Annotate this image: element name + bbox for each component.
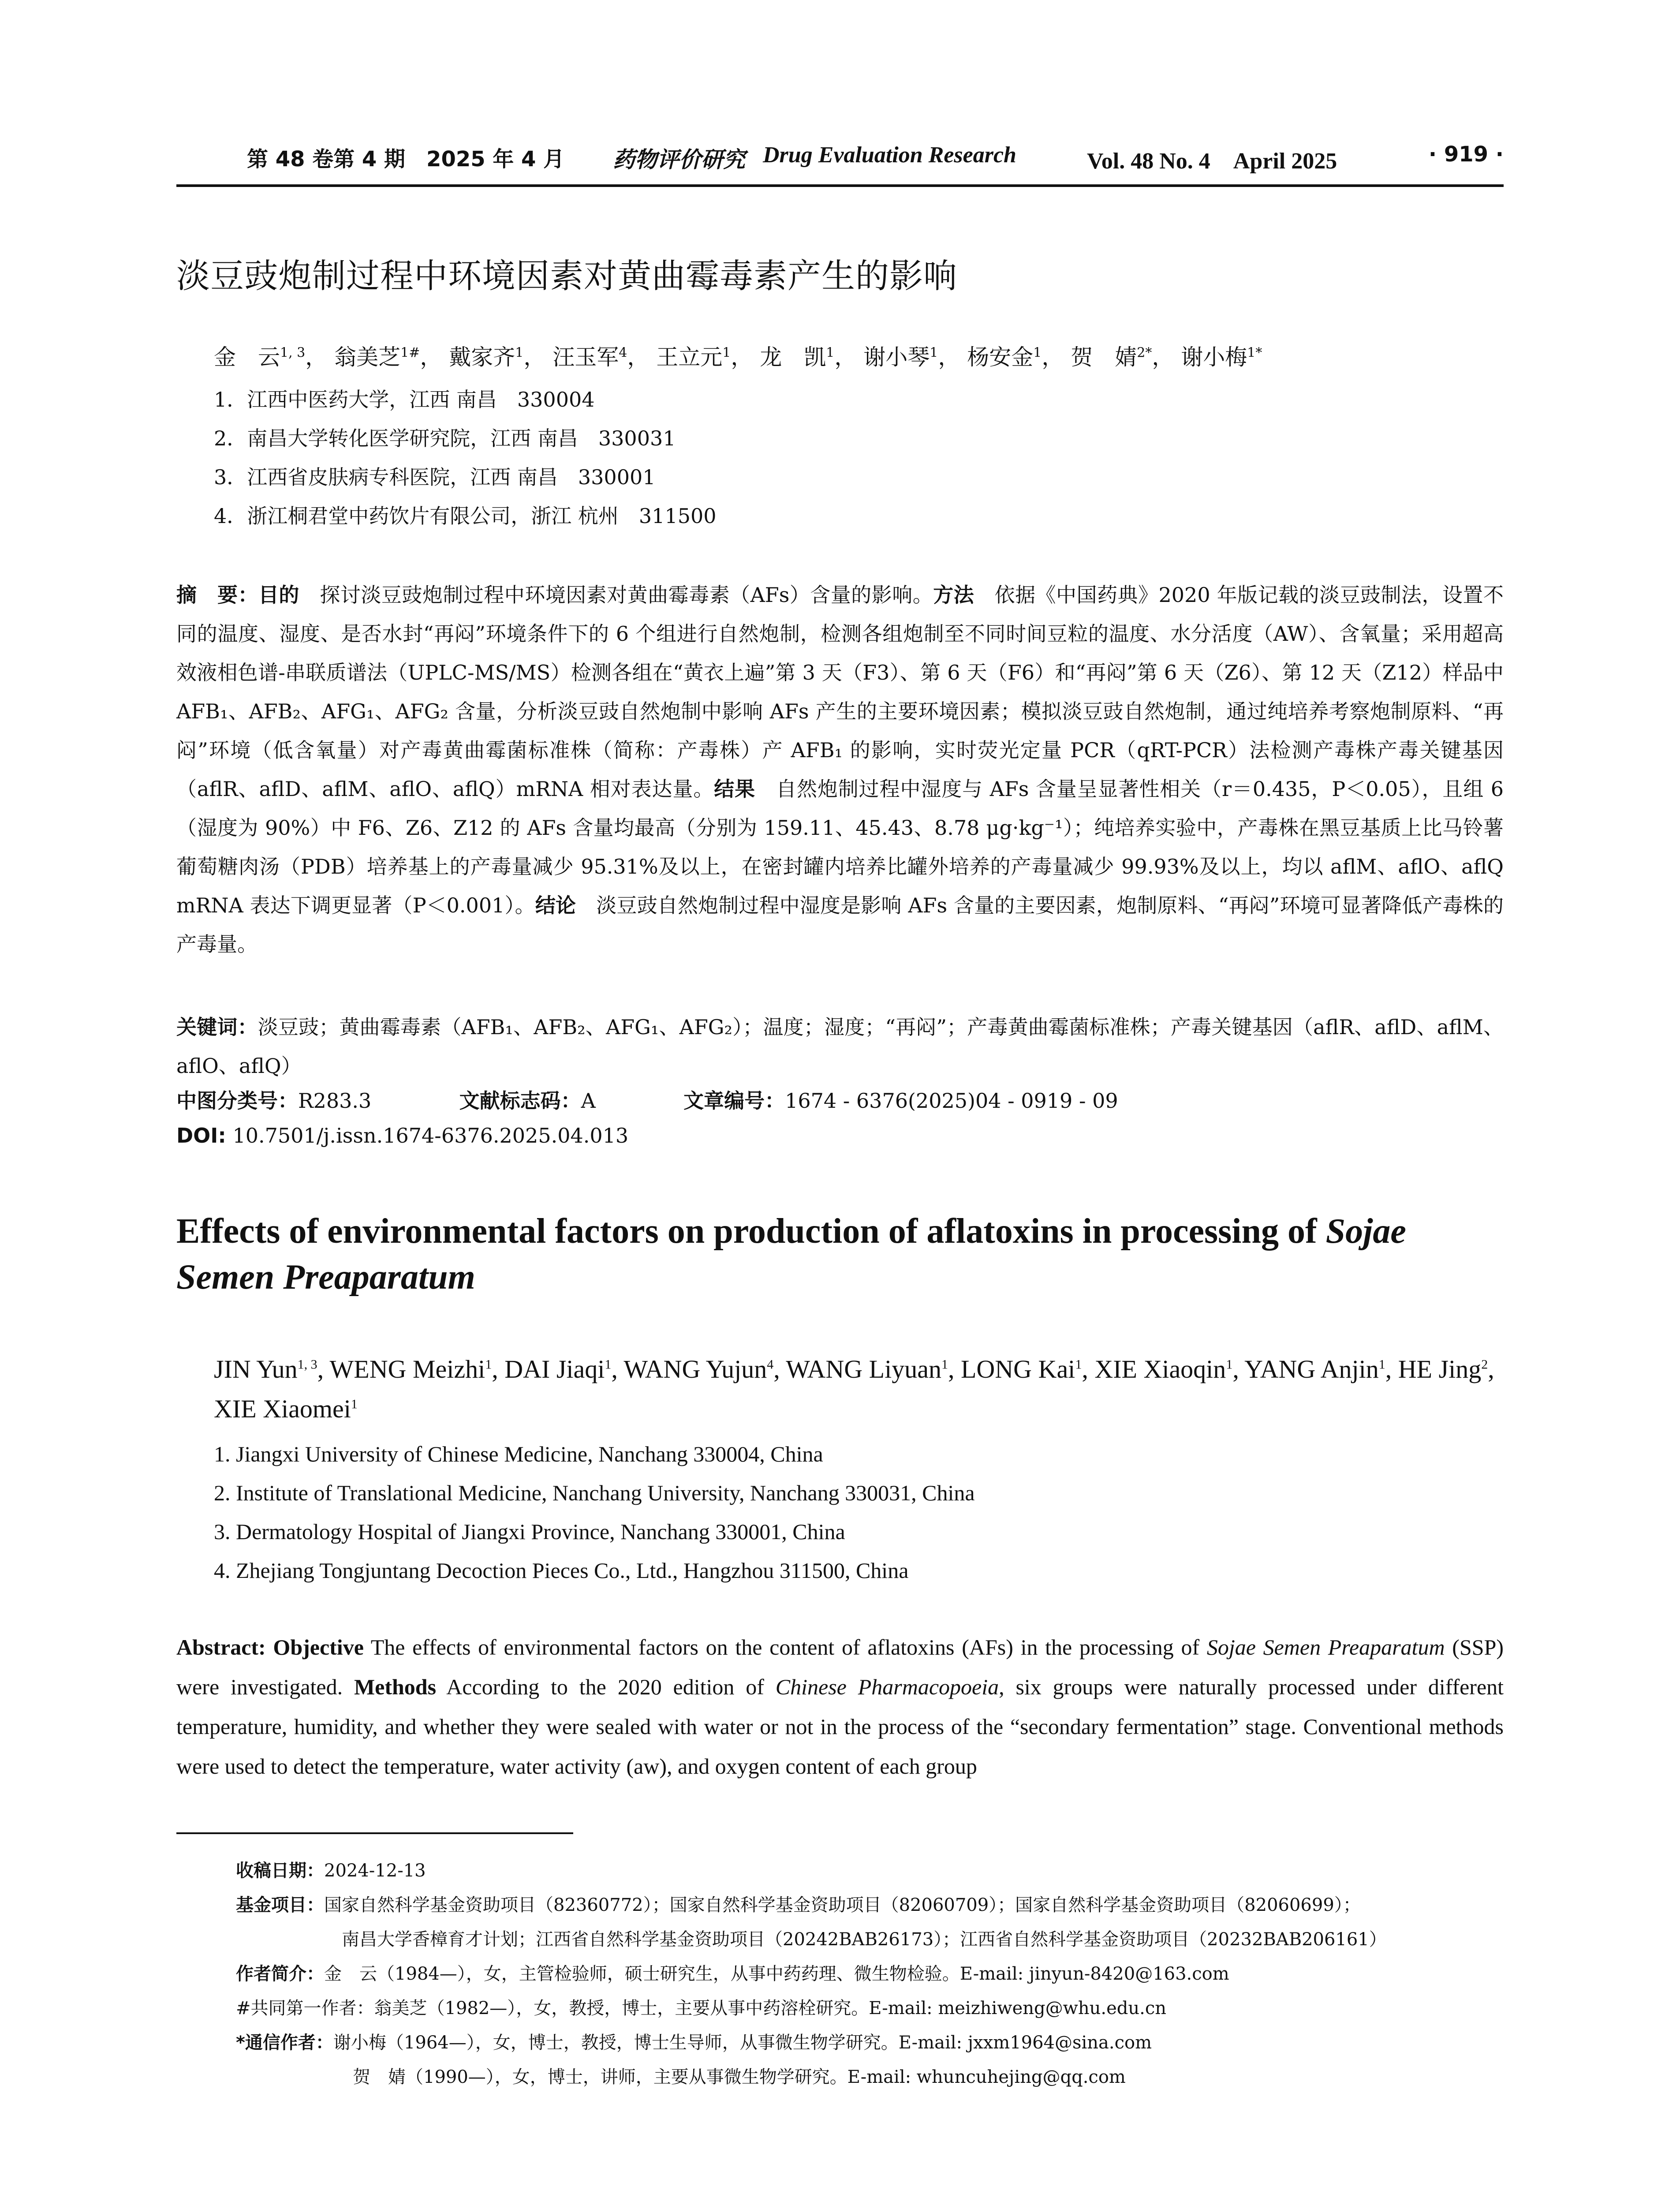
en-title xyxy=(176,1208,1512,1300)
journal-logo: 药物评价研究 xyxy=(613,146,745,172)
author-name: HE Jing xyxy=(1398,1355,1482,1383)
en-authors: JIN Yun$^{1, 3}$, WENG Meizhi$^1$, DAI Jiaqi$^1$, WANG Yujun$^4$, WANG Liyuan$^1$, LONG Kai$^1$, XIE Xiaoqin$^1$, YANG Anjin$^1$, HE Jing$^2$, XIE Xiaomei$^1$ xyxy=(214,1355,1494,1423)
corr-line-2: 贺 婧（1990—），女，博士，讲师，主要从事微生物学研究。E-mail: whuncuhejing@qq.com xyxy=(353,2067,1126,2087)
author-sup: 1 xyxy=(1378,1357,1385,1372)
author-name: WANG Liyuan xyxy=(786,1355,941,1383)
doc-code-label: 文献标志码： xyxy=(459,1089,581,1113)
fund-line-1: 国家自然科学基金资助项目（82360772）；国家自然科学基金资助项目（82060709）；国家自然科学基金资助项目（82060699）； xyxy=(324,1895,1361,1915)
footnote-fund xyxy=(236,1891,1361,1916)
objective-text: 探讨淡豆豉炮制过程中环境因素对黄曲霉毒素（AFs）含量的影响。 xyxy=(320,583,933,607)
objective-label: 目的 xyxy=(258,583,299,607)
cn-affiliation: 3．江西省皮肤病专科医院，江西 南昌 330001 xyxy=(214,465,656,489)
keywords-text: 淡豆豉；黄曲霉毒素（AFB₁、AFB₂、AFG₁、AFG₂）；温度；湿度；“再闷”；产毒黄曲霉菌标准株；产毒关键基因（aflR、aflD、aflM、aflO、aflQ） xyxy=(176,1015,1504,1078)
cn-keywords xyxy=(176,1008,1504,1085)
author-name: XIE Xiaomei xyxy=(214,1394,351,1423)
header-volume: Vol. 48 No. 4 April 2025 xyxy=(1087,149,1337,174)
results-text: 自然炮制过程中湿度与 AFs 含量呈显著性相关（r＝0.435，P＜0.05），且组 6（湿度为 90%）中 F6、Z6、Z12 的 AFs 含量均最高（分别为 159.11、45.43、8.78 μg·kg⁻¹）；纯培养实验中，产毒株在黑豆基质上比马铃薯葡萄糖肉汤（PDB）培养基上的产毒量减少 95.31%及以上，在密封罐内培养比罐外培养的产毒量减少 99.93%及以上，均以 aflM、aflO、aflQ mRNA 表达下调更显著（P＜0.001）。 xyxy=(176,777,1504,917)
methods-label: 方法 xyxy=(933,583,974,607)
doc-code-value: A xyxy=(581,1089,596,1113)
en-affiliation: 1. Jiangxi University of Chinese Medicine, Nanchang 330004, China xyxy=(214,1442,823,1466)
en-methods-text-b: , six groups were naturally processed under different temperature, humidity, and whether they were sealed with water or not in the process of the “secondary fermentation” stage. Conventional methods were used to detect the temperature, water activity (aw), and oxygen content of each group xyxy=(176,1674,1504,1779)
cn-affiliation: 4．浙江桐君堂中药饮片有限公司，浙江 杭州 311500 xyxy=(214,504,717,528)
received-value: 2024-12-13 xyxy=(324,1861,426,1881)
doi-label: DOI: xyxy=(176,1124,226,1147)
author-name: WANG Yujun xyxy=(623,1355,767,1383)
author-sup: 4 xyxy=(619,345,627,361)
author-name: 杨安金 xyxy=(967,344,1034,370)
running-header xyxy=(176,140,1504,187)
author-name: LONG Kai xyxy=(960,1355,1075,1383)
author-sup: 1 xyxy=(826,345,835,361)
author-name: DAI Jiaqi xyxy=(504,1355,605,1383)
en-affiliation: 4. Zhejiang Tongjuntang Decoction Pieces Co., Ltd., Hangzhou 311500, China xyxy=(214,1558,909,1583)
author-name: JIN Yun xyxy=(214,1355,298,1383)
author-sup: 1 xyxy=(1075,1357,1082,1372)
author-sup: 2* xyxy=(1137,345,1152,361)
author-sup: 1 xyxy=(605,1357,612,1372)
journal-name: Drug Evaluation Research xyxy=(763,142,1016,168)
author-name: 金 云 xyxy=(214,344,280,370)
en-abstract-label: Abstract: xyxy=(176,1635,266,1659)
results-label: 结果 xyxy=(714,777,756,801)
footnote-received xyxy=(236,1857,426,1882)
author-sup: 1, 3 xyxy=(297,1357,317,1372)
author-sup: 4 xyxy=(767,1357,774,1372)
cn-title: 淡豆豉炮制过程中环境因素对黄曲霉毒素产生的影响 xyxy=(176,256,957,295)
doi-value: 10.7501/j.issn.1674-6376.2025.04.013 xyxy=(232,1124,629,1147)
footnote-divider xyxy=(176,1832,573,1834)
en-affiliation: 3. Dermatology Hospital of Jiangxi Province, Nanchang 330001, China xyxy=(214,1519,845,1544)
doi-line xyxy=(176,1124,628,1147)
footnote-corresponding xyxy=(236,2029,1152,2054)
page-number: · 919 · xyxy=(1428,142,1504,167)
cn-affiliation: 1．江西中医药大学，江西 南昌 330004 xyxy=(214,388,595,411)
methods-text: 依据《中国药典》2020 年版记载的淡豆豉制法，设置不同的温度、湿度、是否水封“再闷”环境条件下的 6 个组进行自然炮制，检测各组炮制至不同时间豆粒的温度、水分活度（AW）、含氧量；采用超高效液相色谱-串联质谱法（UPLC-MS/MS）检测各组在“黄衣上遍”第 3 天（F3）、第 6 天（F6）和“再闷”第 6 天（Z6）、第 12 天（Z12）样品中 AFB₁、AFB₂、AFG₁、AFG₂ 含量，分析淡豆豉自然炮制中影响 AFs 产生的主要环境因素；模拟淡豆豉自然炮制，通过纯培养考察炮制原料、“再闷”环境（低含氧量）对产毒黄曲霉菌标准株（简称：产毒株）产 AFB₁ 的影响，实时荧光定量 PCR（qRT-PCR）法检测产毒株产毒关键基因（aflR、aflD、aflM、aflO、aflQ）mRNA 相对表达量。 xyxy=(176,583,1504,801)
article-no-value: 1674 - 6376(2025)04 - 0919 - 09 xyxy=(785,1089,1118,1113)
author-sup: 2 xyxy=(1481,1357,1488,1372)
author-sup: 1* xyxy=(1247,345,1262,361)
en-objective-text: The effects of environmental factors on the content of aflatoxins (AFs) in the processing of xyxy=(370,1635,1200,1659)
author-name: 王立元 xyxy=(656,344,723,370)
cn-affiliation: 2．南昌大学转化医学研究院，江西 南昌 330031 xyxy=(214,426,676,450)
en-objective-label: Objective xyxy=(273,1635,364,1659)
author-sup: 1 xyxy=(515,345,524,361)
en-methods-italic: Chinese Pharmacopoeia xyxy=(775,1674,999,1699)
en-objective-end: (SSP) were investigated. xyxy=(176,1635,1504,1699)
author-sup: 1 xyxy=(1226,1357,1233,1372)
author-name: 贺 婧 xyxy=(1071,344,1137,370)
en-title-text: Effects of environmental factors on production of aflatoxins in processing of xyxy=(176,1212,1317,1251)
en-abstract xyxy=(176,1627,1504,1786)
author-sup: 1 xyxy=(941,1357,948,1372)
classification-line xyxy=(176,1085,1118,1114)
corr-label: *通信作者： xyxy=(236,2033,333,2053)
author-name: YANG Anjin xyxy=(1244,1355,1379,1383)
author-name: 戴家齐 xyxy=(449,344,515,370)
author-name: 谢小梅 xyxy=(1181,344,1247,370)
fund-label: 基金项目： xyxy=(236,1895,324,1915)
author-sup: 1 xyxy=(722,345,731,361)
en-affiliation: 2. Institute of Translational Medicine, Nanchang University, Nanchang 330031, China xyxy=(214,1480,975,1505)
clc-label: 中图分类号： xyxy=(176,1089,298,1113)
author-sup: 1# xyxy=(400,345,420,361)
corr-line-1: 谢小梅（1964—），女，博士，教授，博士生导师，从事微生物学研究。E-mail: jxxm1964@sina.com xyxy=(333,2033,1152,2053)
author-name: 谢小琴 xyxy=(863,344,930,370)
author-sup: 1 xyxy=(485,1357,492,1372)
en-title-italic: Sojae Semen Preaparatum xyxy=(176,1212,1406,1297)
keywords-label: 关键词： xyxy=(176,1015,258,1039)
author-bio: 金 云（1984—），女，主管检验师，硕士研究生，从事中药药理、微生物检验。E-mail: jinyun-8420@163.com xyxy=(324,1964,1229,1984)
author-sup: 1, 3 xyxy=(280,345,306,361)
author-name: 汪玉军 xyxy=(553,344,619,370)
author-sup: 1 xyxy=(1033,345,1042,361)
header-issue-cn: 第 48 卷第 4 期 2025 年 4 月 xyxy=(247,147,565,172)
author-sup: 1 xyxy=(930,345,938,361)
abstract-label: 摘 要： xyxy=(176,583,258,607)
en-objective-italic: Sojae Semen Preaparatum xyxy=(1206,1635,1445,1659)
author-name: 翁美芝 xyxy=(334,344,401,370)
conclusion-label: 结论 xyxy=(535,893,576,917)
author-sup: 1 xyxy=(351,1397,358,1412)
clc-value: R283.3 xyxy=(298,1089,372,1113)
author-bio-label: 作者简介： xyxy=(236,1964,324,1984)
author-name: 龙 凯 xyxy=(760,344,826,370)
footnote-cofirst: #共同第一作者：翁美芝（1982—），女，教授，博士，主要从事中药溶栓研究。E-mail: meizhiweng@whu.edu.cn xyxy=(236,1998,1167,2018)
conclusion-text: 淡豆豉自然炮制过程中湿度是影响 AFs 含量的主要因素，炮制原料、“再闷”环境可显著降低产毒株的产毒量。 xyxy=(176,893,1504,956)
cn-authors: 金 云$^{1, 3}$， 翁美芝$^{1\#}$， 戴家齐$^1$， 汪玉军$^4$， 王立元$^1$， 龙 凯$^1$， 谢小琴$^1$， 杨安金$^1$， 贺 婧$^{2*}$， 谢小梅$^{1*}$ xyxy=(214,344,1262,370)
author-name: WENG Meizhi xyxy=(329,1355,485,1383)
article-no-label: 文章编号： xyxy=(683,1089,785,1113)
received-label: 收稿日期： xyxy=(236,1861,324,1881)
en-methods-text-a: According to the 2020 edition of xyxy=(446,1674,764,1699)
cn-abstract xyxy=(176,576,1504,964)
fund-line-2: 南昌大学香樟育才计划；江西省自然科学基金资助项目（20242BAB26173）；江西省自然科学基金资助项目（20232BAB206161） xyxy=(342,1929,1387,1950)
author-name: XIE Xiaoqin xyxy=(1094,1355,1226,1383)
en-methods-label: Methods xyxy=(354,1674,437,1699)
footnote-author xyxy=(236,1960,1229,1985)
